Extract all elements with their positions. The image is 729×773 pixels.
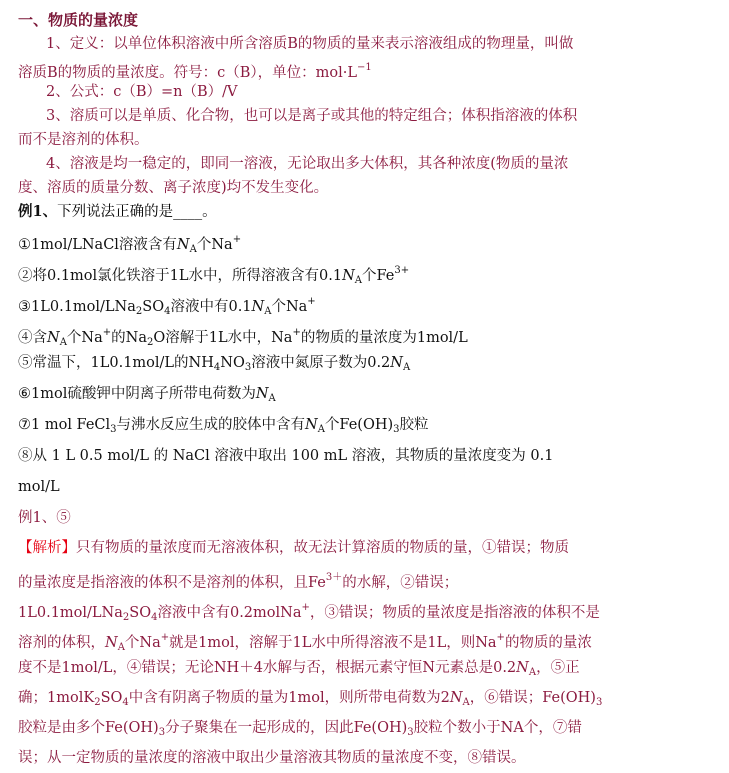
analysis-line: 确；$1molK_2SO_4$中含有阴离子物质的量为1mol，则所带电荷数为$2N_A$，⑥错误；$Fe(OH)_3$ bbox=[18, 690, 603, 708]
analysis-tag: 【解析】 bbox=[18, 540, 76, 556]
formula-line: 2、公式：c（B）=n（B）/V bbox=[46, 84, 238, 100]
option-8-cont: mol/L bbox=[18, 479, 60, 495]
analysis-line: 溶剂的体积，$N_A$个Na+就是1mol，溶解于1L水中所得溶液不是1L，则Na+的物质的量浓 bbox=[18, 632, 592, 653]
option-5: ⑤常温下，1L0.1mol/L的$NH_4NO_3$溶液中氮原子数为$0.2N_A$ bbox=[18, 355, 411, 373]
note-line: 3、溶质可以是单质、化合物，也可以是离子或其他的特定组合；体积指溶液的体积 bbox=[46, 108, 578, 124]
definition-line: 1、定义：以单位体积溶液中所含溶质B的物质的量来表示溶液组成的物理量，叫做 bbox=[46, 36, 574, 52]
definition-line: 溶质B的物质的量浓度。符号：c（B），单位：$mol\cdot L^{-1}$ bbox=[18, 62, 372, 80]
analysis-line: 【解析】只有物质的量浓度而无溶液体积，故无法计算溶质的物质的量，①错误；物质 bbox=[18, 540, 569, 556]
analysis-line: $1L0.1mol/LNa_2SO_4$溶液中含有0.2molNa+，③错误；物质的量浓度是指溶液的体积不是 bbox=[18, 602, 600, 623]
option-4: ④含$N_A$个Na+的$Na_2O$溶解于1L水中，Na+的物质的量浓度为1mol/L bbox=[18, 327, 468, 348]
analysis-line: 误；从一定物质的量浓度的溶液中取出少量溶液其物质的量浓度不变，⑧错误。 bbox=[18, 750, 526, 766]
analysis-line: 胶粒是由多个$Fe(OH)_3$分子聚集在一起形成的，因此$Fe(OH)_3$胶粒个数小于NA个，⑦错 bbox=[18, 720, 582, 738]
option-7: ⑦1 mol FeCl$_3$与沸水反应生成的胶体中含有$N_A$个$Fe(OH)_3$胶粒 bbox=[18, 417, 429, 435]
note-line: 度、溶质的质量分数、离子浓度)均不发生变化。 bbox=[18, 180, 329, 196]
option-3: $③1L0.1mol/LNa_2SO_4$溶液中有$0.1N_A$个Na+ bbox=[18, 296, 316, 317]
analysis-line: 度不是1mol/L，④错误；无论NH＋4水解与否，根据元素守恒N元素总是$0.2N_A$，⑤正 bbox=[18, 660, 580, 678]
answer-line: 例1、⑤ bbox=[18, 510, 71, 526]
option-2: ②将0.1mol氯化铁溶于1L水中，所得溶液含有$0.1N_A$个$Fe^{3+}$ bbox=[18, 265, 410, 286]
option-8: ⑧从 1 L 0.5 mol/L 的 NaCl 溶液中取出 100 mL 溶液，其物质的量浓度变为 0.1 bbox=[18, 448, 554, 464]
example-title: 例1、下列说法正确的是____。 bbox=[18, 203, 217, 220]
note-line: 4、溶液是均一稳定的，即同一溶液，无论取出多大体积，其各种浓度(物质的量浓 bbox=[46, 156, 569, 172]
option-1: ①1mol/LNaCl溶液含有$N_A$个Na+ bbox=[18, 234, 242, 255]
analysis-line: 的量浓度是指溶液的体积不是溶剂的体积，且$Fe^{3+}$的水解，②错误； bbox=[18, 572, 459, 591]
option-6: ⑥1mol硫酸钾中阴离子所带电荷数为$N_A$ bbox=[18, 386, 276, 404]
section-heading: 一、物质的量浓度 bbox=[18, 11, 139, 29]
note-line: 而不是溶剂的体积。 bbox=[18, 132, 149, 148]
